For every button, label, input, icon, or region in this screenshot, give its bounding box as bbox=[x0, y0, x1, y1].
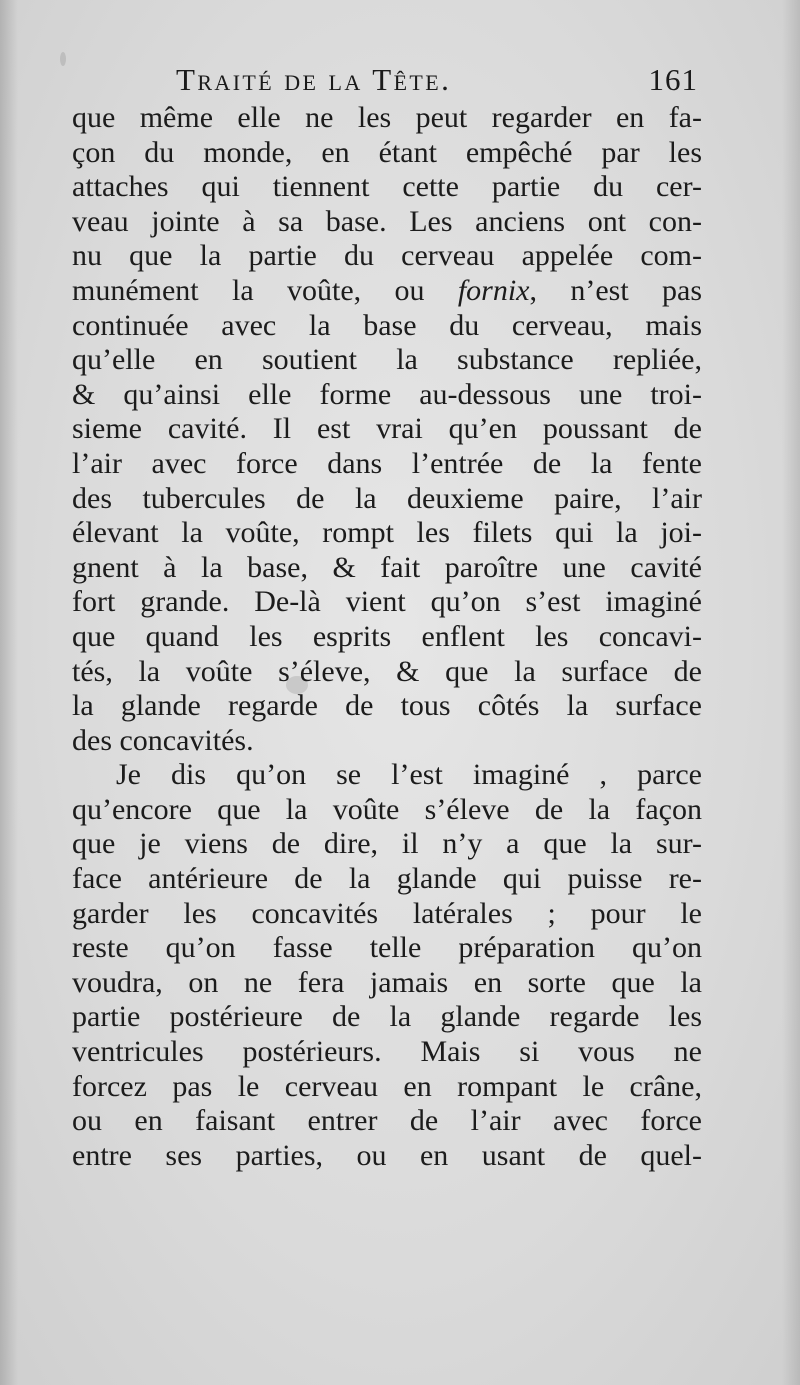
text-line: Je dis qu’on se l’est imaginé , parce bbox=[116, 758, 702, 792]
text-line: ventricules postérieurs. Mais si vous ne bbox=[72, 1035, 702, 1069]
text-line: qu’elle en soutient la substance repliée, bbox=[72, 343, 702, 377]
text-line: la glande regarde de tous côtés la surface bbox=[72, 689, 702, 723]
text-line: des tubercules de la deuxieme paire, l’air bbox=[72, 481, 702, 515]
text-line: que même elle ne les peut regarder en fa- bbox=[72, 101, 702, 134]
text-line: qu’encore que la voûte s’éleve de la façon bbox=[72, 792, 702, 826]
page-number: 161 bbox=[648, 62, 698, 97]
text-line: reste qu’on fasse telle préparation qu’on bbox=[72, 931, 702, 965]
text-line: forcez pas le cerveau en rompant le crâne, bbox=[72, 1069, 702, 1103]
text-line: & qu’ainsi elle forme au-dessous une troi- bbox=[72, 377, 702, 411]
text-line: que quand les esprits enflent les concavi- bbox=[72, 619, 702, 653]
page-header bbox=[176, 62, 702, 106]
body-text bbox=[72, 101, 702, 1173]
ink-smudge bbox=[60, 52, 66, 66]
text-line: l’air avec force dans l’entrée de la fente bbox=[72, 446, 702, 480]
page-right-edge-shadow bbox=[782, 0, 800, 1385]
text-line: munément la voûte, ou fornix, n’est pas bbox=[72, 273, 702, 307]
text-line: continuée avec la base du cerveau, mais bbox=[72, 308, 702, 342]
text-line: veau jointe à sa base. Les anciens ont con- bbox=[72, 204, 702, 238]
text-line: face antérieure de la glande qui puisse re- bbox=[72, 862, 702, 896]
text-line: que je viens de dire, il n’y a que la sur- bbox=[72, 827, 702, 861]
text-line: attaches qui tiennent cette partie du cer- bbox=[72, 170, 702, 204]
text-line: nu que la partie du cerveau appelée com- bbox=[72, 239, 702, 273]
text-line: garder les concavités latérales ; pour le bbox=[72, 896, 702, 930]
text-line: tés, la voûte s’éleve, & que la surface de bbox=[72, 654, 702, 688]
text-line: des concavités. bbox=[72, 723, 254, 757]
text-line: partie postérieure de la glande regarde les bbox=[72, 1000, 702, 1034]
text-line: élevant la voûte, rompt les filets qui la joi- bbox=[72, 516, 702, 550]
running-head: Traité de la Tête. bbox=[176, 62, 452, 97]
paragraph-1 bbox=[72, 101, 702, 758]
italic-term: fornix bbox=[457, 273, 530, 307]
text-line: çon du monde, en étant empêché par les bbox=[72, 135, 702, 169]
text-line: fort grande. De-là vient qu’on s’est imaginé bbox=[72, 585, 702, 619]
text-line: ou en faisant entrer de l’air avec force bbox=[72, 1104, 702, 1138]
paragraph-2 bbox=[72, 758, 702, 1173]
text-line: voudra, on ne fera jamais en sorte que la bbox=[72, 965, 702, 999]
text-line: entre ses parties, ou en usant de quel- bbox=[72, 1138, 702, 1172]
text-line: sieme cavité. Il est vrai qu’en poussant de bbox=[72, 412, 702, 446]
page-left-edge-shadow bbox=[0, 0, 18, 1385]
text-line: gnent à la base, & fait paroître une cavité bbox=[72, 550, 702, 584]
